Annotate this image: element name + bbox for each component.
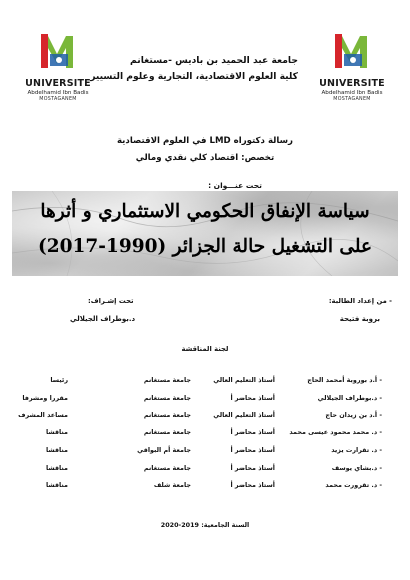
jury-title: لجنة المناقشة	[181, 345, 229, 353]
supervisor-name: د.بوطراف الجيلالي	[70, 315, 136, 323]
prepared-by-label: - من إعداد الطالبة:	[328, 297, 392, 305]
thesis-specialty: تخصص: اقتصاد كلي نقدي ومالي	[135, 153, 275, 163]
jury-member-name: - د. محمد محمود عيسى محمد	[289, 428, 382, 436]
jury-member-name: - أ.د بوروبة أمحمد الحاج	[307, 376, 382, 384]
supervisor-label: تحت إشـراف:	[88, 297, 134, 305]
jury-member-university: جامعة شلف	[153, 481, 191, 489]
jury-member-role: مناقشا	[45, 481, 68, 489]
jury-member-row	[0, 481, 410, 495]
thesis-type: رسالة دكتوراه LMD في العلوم الاقتصادية	[116, 136, 294, 146]
thesis-title-line-2: على التشغيل حالة الجزائر (1990-2017)	[38, 236, 372, 257]
faculty-heading: كلية العلوم الاقتصادية، التجارية وعلوم التسيير	[90, 71, 298, 82]
jury-member-role: مناقشا	[45, 446, 68, 454]
jury-member-name: - د. تقرورت محمد	[325, 481, 382, 489]
jury-member-university: جامعة مستغانم	[143, 428, 191, 436]
jury-member-role: مساعد المشرف	[18, 411, 68, 419]
jury-member-row	[0, 428, 410, 442]
logo-university-sub: Abdelhamid Ibn Badis	[27, 90, 89, 96]
logo-university-name: UNIVERSITE	[25, 78, 91, 89]
university-emblem-icon	[329, 30, 375, 76]
logo-university-name: UNIVERSITE	[319, 78, 385, 89]
jury-member-university: جامعة أم البواقي	[137, 446, 191, 454]
jury-member-university: جامعة مستغانم	[143, 394, 191, 402]
jury-member-name: - د. تقرارت يزيد	[331, 446, 382, 454]
jury-member-role: مناقشا	[45, 428, 68, 436]
jury-member-row	[0, 446, 410, 460]
jury-member-row	[0, 376, 410, 390]
logo-city: MOSTAGANEM	[39, 97, 77, 102]
jury-member-rank: أستاذ محاضر أ	[230, 464, 275, 472]
university-logo-right	[312, 30, 392, 102]
jury-member-rank: أستاذ التعليم العالي	[213, 376, 275, 384]
under-title-label: تحت عنـــوان :	[208, 181, 262, 190]
jury-member-name: - د.بوطراف الجيلالي	[317, 394, 382, 402]
jury-member-role: رئيسا	[50, 376, 68, 384]
jury-member-row	[0, 394, 410, 408]
jury-member-rank: أستاذ محاضر أ	[230, 481, 275, 489]
logo-city: MOSTAGANEM	[333, 97, 371, 102]
academic-year: السنة الجامعية: 2019-2020	[160, 521, 250, 529]
jury-member-rank: أستاذ محاضر أ	[230, 446, 275, 454]
jury-member-rank: أستاذ محاضر أ	[230, 394, 275, 402]
jury-member-row	[0, 464, 410, 478]
jury-member-name: - أ.د بن زيدان حاج	[325, 411, 382, 419]
university-logo-left	[18, 30, 98, 102]
jury-member-rank: أستاذ التعليم العالي	[213, 411, 275, 419]
thesis-title-line-1: سياسة الإنفاق الحكومي الاستثماري و أثرها	[40, 201, 370, 222]
jury-member-role: مقررا ومشرفا	[22, 394, 68, 402]
university-heading: جامعة عبد الحميد بن باديس -مستغانم	[130, 55, 298, 66]
student-name: بروبة فتيحة	[339, 315, 380, 323]
title-banner	[12, 191, 398, 276]
jury-member-rank: أستاذ محاضر أ	[230, 428, 275, 436]
jury-member-name: - د.بشاي يوسف	[331, 464, 382, 472]
jury-member-role: مناقشا	[45, 464, 68, 472]
university-emblem-icon	[35, 30, 81, 76]
jury-member-row	[0, 411, 410, 425]
logo-university-sub: Abdelhamid Ibn Badis	[321, 90, 383, 96]
jury-member-university: جامعة مستغانم	[143, 411, 191, 419]
jury-member-university: جامعة مستغانم	[143, 376, 191, 384]
jury-member-university: جامعة مستغانم	[143, 464, 191, 472]
